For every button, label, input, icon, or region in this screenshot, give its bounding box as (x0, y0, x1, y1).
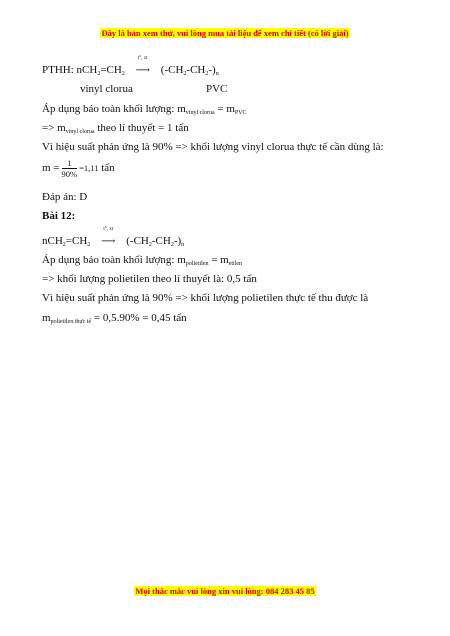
reaction-1 (42, 56, 219, 77)
calc1-result: =1,11 (79, 163, 99, 174)
answer: Đáp án: D (42, 191, 88, 203)
header-banner-text: Đây là bản xem thử, vui lòng mua tài liệu để xem chi tiết (có lời giải) (101, 28, 349, 38)
c1-equals: = m (214, 103, 235, 115)
r2-product: (-CH (126, 235, 149, 247)
conservation-2 (42, 254, 242, 267)
reaction-arrow-1 (128, 56, 158, 76)
bai-12-heading: Bài 12: (42, 210, 76, 222)
c1-text: Áp dụng bảo toàn khối lượng: m (42, 103, 186, 115)
calc-1 (42, 158, 115, 179)
c2-text: Áp dụng bảo toàn khối lượng: m (42, 254, 186, 266)
t1-sub: vinyl clorua (65, 129, 95, 135)
yield-2: Vì hiệu suất phản ứng là 90% => khối lượng polietilen thực tế thu được là (42, 292, 369, 304)
footer-banner-text: Mọi thắc mắc vui lòng xin vui lòng: 084 283 45 85 (135, 586, 315, 596)
r1-tail: =CH (100, 64, 122, 76)
r2-sub-1: 2 (62, 242, 66, 248)
conservation-1 (42, 103, 247, 116)
t1-prefix: => m (42, 122, 66, 134)
r1-arrow: ⟶ (135, 65, 150, 76)
header-banner (0, 28, 450, 38)
fraction-denominator: 90% (61, 169, 78, 179)
calc-2 (42, 312, 187, 325)
theory-1 (42, 122, 189, 135)
r2-product-end: -) (173, 235, 182, 247)
r2-sub-4: 2 (170, 242, 174, 248)
r1-condition: t°, xt (137, 56, 148, 61)
reaction-2 (42, 227, 185, 248)
r1-product-end: -) (208, 64, 216, 76)
r2-tail: =CH (65, 235, 88, 247)
calc2-text: = 0,5.90% = 0,45 tấn (91, 312, 187, 324)
r1-n: n (215, 71, 219, 77)
r1-product: (-CH (160, 64, 184, 76)
theory-2: => khối lượng polietilen theo lí thuyết là: 0,5 tấn (42, 273, 257, 285)
fraction (62, 158, 78, 179)
c2-equals: = m (208, 254, 229, 266)
r1-product-mid: -CH (186, 64, 206, 76)
calc1-prefix: m = (42, 162, 60, 175)
r1-prefix: PTHH: nCH (42, 64, 98, 76)
calc1-unit: tấn (101, 162, 115, 175)
reaction-arrow-2 (93, 227, 123, 247)
r2-arrow: ⟶ (101, 236, 116, 247)
c2-sub-a: polietilen (185, 261, 209, 267)
r2-n: n (181, 242, 185, 248)
r2-prefix: nCH (42, 235, 63, 247)
c2-sub-b: etilen (228, 261, 243, 267)
fraction-numerator: 1 (62, 158, 78, 169)
r2-sub-2: 2 (87, 242, 91, 248)
product-name: PVC (206, 83, 228, 95)
r2-condition: t°, xt (103, 227, 114, 232)
r1-sub-4: 2 (205, 71, 209, 77)
calc2-prefix: m (42, 312, 51, 324)
r1-sub-1: 2 (97, 71, 101, 77)
t1-text: theo lí thuyết = 1 tấn (94, 122, 189, 134)
c1-sub-a: vinyl clorua (185, 110, 215, 116)
yield-1: Vì hiệu suất phản ứng là 90% => khối lượng vinyl clorua thực tế cần dùng là: (42, 141, 384, 153)
r1-sub-3: 2 (183, 71, 187, 77)
reactant-name: vinyl clorua (80, 83, 133, 95)
calc2-sub: polietilen thực tế (50, 319, 92, 325)
r2-product-mid: -CH (151, 235, 171, 247)
r1-sub-2: 2 (121, 71, 125, 77)
r2-sub-3: 2 (148, 242, 152, 248)
c1-sub-b: PVC (234, 110, 247, 116)
footer-banner (0, 586, 450, 596)
